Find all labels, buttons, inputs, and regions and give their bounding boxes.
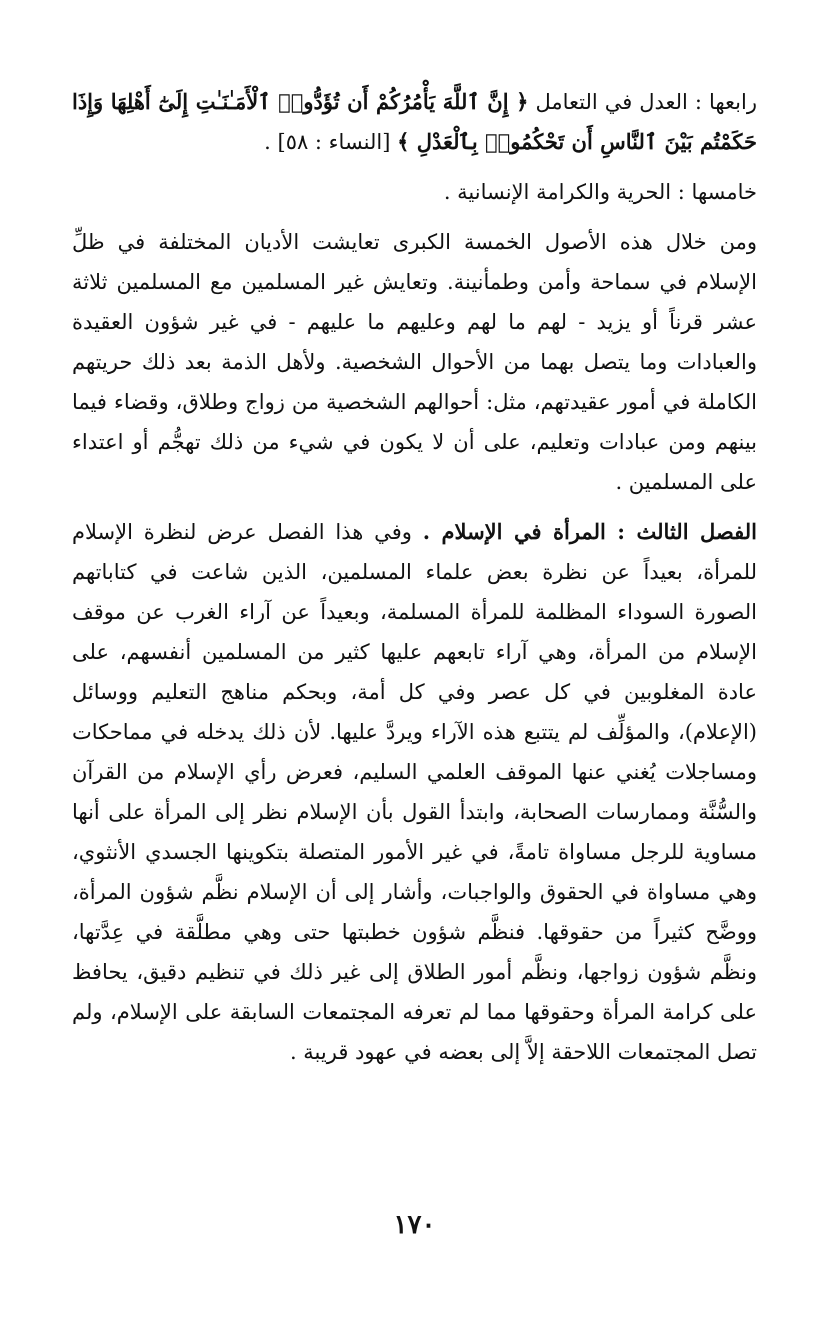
paragraph-coexistence: ومن خلال هذه الأصول الخمسة الكبرى تعايشت الأديان المختلفة في ظلِّ الإسلام في سماحة وأمن وطمأنينة. وتعايش غير المسلمين مع المسلمين ثلاثة عشر قرناً أو يزيد - لهم ما لهم وعليهم ما عليهم - في غير شؤون العقيدة والعبادات وما يتصل بهما من الأحوال الشخصية. ولأهل الذمة بعد ذلك حريتهم الكاملة في أمور عقيدتهم، مثل: أحوالهم الشخصية من زواج وطلاق، وقضاء فيما بينهم ومن عبادات وتعليم، على أن لا يكون في شيء من ذلك تهجُّم أو اعتداء على المسلمين . <box>72 230 757 494</box>
verse-reference: [النساء : ٥٨] . <box>264 130 391 154</box>
chapter-summary: وفي هذا الفصل عرض لنظرة الإسلام للمرأة، بعيداً عن نظرة بعض علماء المسلمين، الذين شاعت في كتاباتهم الصورة السوداء المظلمة للمرأة المسلمة، وبعيداً عن آراء الغرب عن موقف الإسلام من المرأة، وهي آراء تابعهم عليها كثير من المسلمين أنفسهم، على عادة المغلوبين في كل عصر وفي كل أمة، وبحكم مناهج التعليم ووسائل (الإعلام)، والمؤلِّف لم يتتبع هذه الآراء ويردَّ عليها. لأن ذلك يدخله في مماحكات ومساجلات يُغني عنها الموقف العلمي السليم، فعرض رأي الإسلام من القرآن والسُّنَّة وممارسات الصحابة، وابتدأ القول بأن الإسلام نظر إلى المرأة على أنها مساوية للرجل مساواة تامةً، في غير الأمور المتصلة بتكوينها الجسدي الأنثوي، وهي مساواة في الحقوق والواجبات، وأشار إلى أن الإسلام نظَّم شؤون المرأة، ووضَّح كثيراً من حقوقها. فنظَّم شؤون خطبتها حتى وهي مطلَّقة في عِدَّتها، ونظَّم شؤون زواجها، ونظَّم أمور الطلاق إلى غير ذلك في تنظيم دقيق، يحافظ على كرامة المرأة وحقوقها مما لم تعرفه المجتمعات السابقة على الإسلام، ولم تصل المجتمعات اللاحقة إلاَّ إلى بعضه في عهود قريبة . <box>72 520 757 1064</box>
chapter-heading: الفصل الثالث : المرأة في الإسلام . <box>422 519 757 544</box>
page-number: ١٧٠ <box>393 1210 436 1240</box>
paragraph-chapter-three <box>72 512 757 1072</box>
paragraph-fourth-principle <box>72 82 757 162</box>
principle-label: رابعها : العدل في التعامل <box>535 90 757 114</box>
paragraph-fifth-principle: خامسها : الحرية والكرامة الإنسانية . <box>443 180 757 204</box>
quran-verse: ﴿ إِنَّ ٱللَّهَ يَأْمُرُكُمْ أَن تُؤَدُّوا۟ ٱلْأَمَـٰنَـٰتِ إِلَىٰٓ أَهْلِهَا وَإِذَا حَكَمْتُم بَيْنَ ٱلنَّاسِ أَن تَحْكُمُوا۟ بِٱلْعَدْلِ ﴾ <box>72 89 757 154</box>
